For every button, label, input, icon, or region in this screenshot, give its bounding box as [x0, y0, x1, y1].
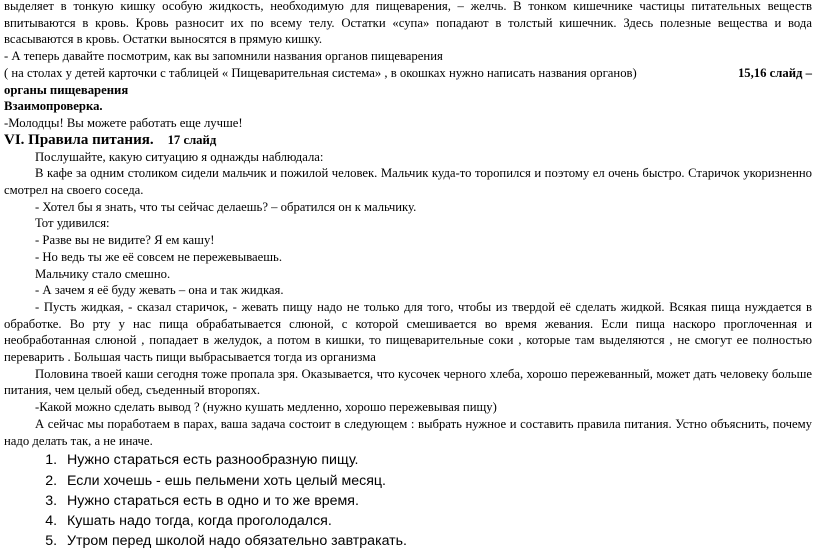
- list-item: 1. Нужно стараться есть разнообразную пищу.: [61, 450, 812, 470]
- text-line: [4, 65, 812, 82]
- paragraph: - Но ведь ты же её совсем не пережевываешь.: [35, 249, 283, 264]
- text-line: Взаимопроверка.: [4, 99, 103, 114]
- paragraph: Мальчику стало смешно.: [35, 266, 171, 281]
- text-span: ( на столах у детей карточки с таблицей « Пищеварительная система» , в окошках нужно написать названия органов): [4, 65, 637, 80]
- list-item: 2. Если хочешь - ешь пельмени хоть целый месяц.: [61, 471, 812, 491]
- section-heading: [4, 132, 812, 149]
- slide-note: 17 слайд: [167, 132, 217, 147]
- document-page: [4, 0, 812, 552]
- paragraph: - Разве вы не видите? Я ем кашу!: [35, 233, 215, 248]
- text-line: органы пищеварения: [4, 82, 129, 97]
- section-title: VI. Правила питания.: [4, 131, 154, 148]
- list-item: 3. Нужно стараться есть в одно и то же время.: [61, 491, 812, 511]
- list-item: 5. Утром перед школой надо обязательно завтракать.: [61, 531, 812, 551]
- rules-list: [4, 450, 812, 551]
- text-line: - А теперь давайте посмотрим, как вы запомнили названия органов пищеварения: [4, 49, 443, 64]
- paragraph: В кафе за одним столиком сидели мальчик и пожилой человек. Мальчик куда-то торопился и поэтому ел очень быстро. Старичок укоризненно смотрел на своего соседа.: [4, 166, 812, 198]
- text-line: выделяет в тонкую кишку особую жидкость, необходимую для пищеварения, – желчь. В тонком кишечнике частицы питательных веществ впитываются в кровь. Кровь разносит их по всему телу. Остатки «супа» попадают в толстый кишечник. Здесь полезные вещества и вода всасываются в кровь. Остатки выносятся в прямую кишку.: [4, 0, 812, 47]
- paragraph: -Какой можно сделать вывод ? (нужно кушать медленно, хорошо пережевывая пищу): [35, 400, 497, 415]
- paragraph: - Пусть жидкая, - сказал старичок, - жевать пищу надо не только для того, чтобы из твердой её сделать жидкой. Всякая пища нуждается в обработке. Во рту у нас пища обрабатывается слюной, с которой смешивается во время жевания. Если пища наскоро проглоченная и необработанная слюной , попадает в желудок, а потом в кишки, то пищеварительные соки , которые там выделяются , не смогут ее полностью переварить . Большая часть пищи выбрасывается тогда из организма: [4, 299, 812, 365]
- paragraph: - А зачем я её буду жевать – она и так жидкая.: [35, 283, 284, 298]
- text-line: -Молодцы! Вы можете работать еще лучше!: [4, 115, 243, 130]
- list-item: 4. Кушать надо тогда, когда проголодался.: [61, 511, 812, 531]
- paragraph: Послушайте, какую ситуацию я однажды наблюдала:: [35, 149, 324, 164]
- slide-note: 15,16 слайд –: [737, 65, 812, 80]
- paragraph: А сейчас мы поработаем в парах, ваша задача состоит в следующем : выбрать нужное и составить правила питания. Устно объяснить, почему надо делать так, а не иначе.: [4, 416, 812, 448]
- paragraph: - Хотел бы я знать, что ты сейчас делаешь? – обратился он к мальчику.: [35, 199, 417, 214]
- paragraph: Тот удивился:: [35, 216, 110, 231]
- paragraph: Половина твоей каши сегодня тоже пропала зря. Оказывается, что кусочек черного хлеба, хорошо пережеванный, может дать человеку больше питания, чем целый обед, съеденный второпях.: [4, 366, 812, 398]
